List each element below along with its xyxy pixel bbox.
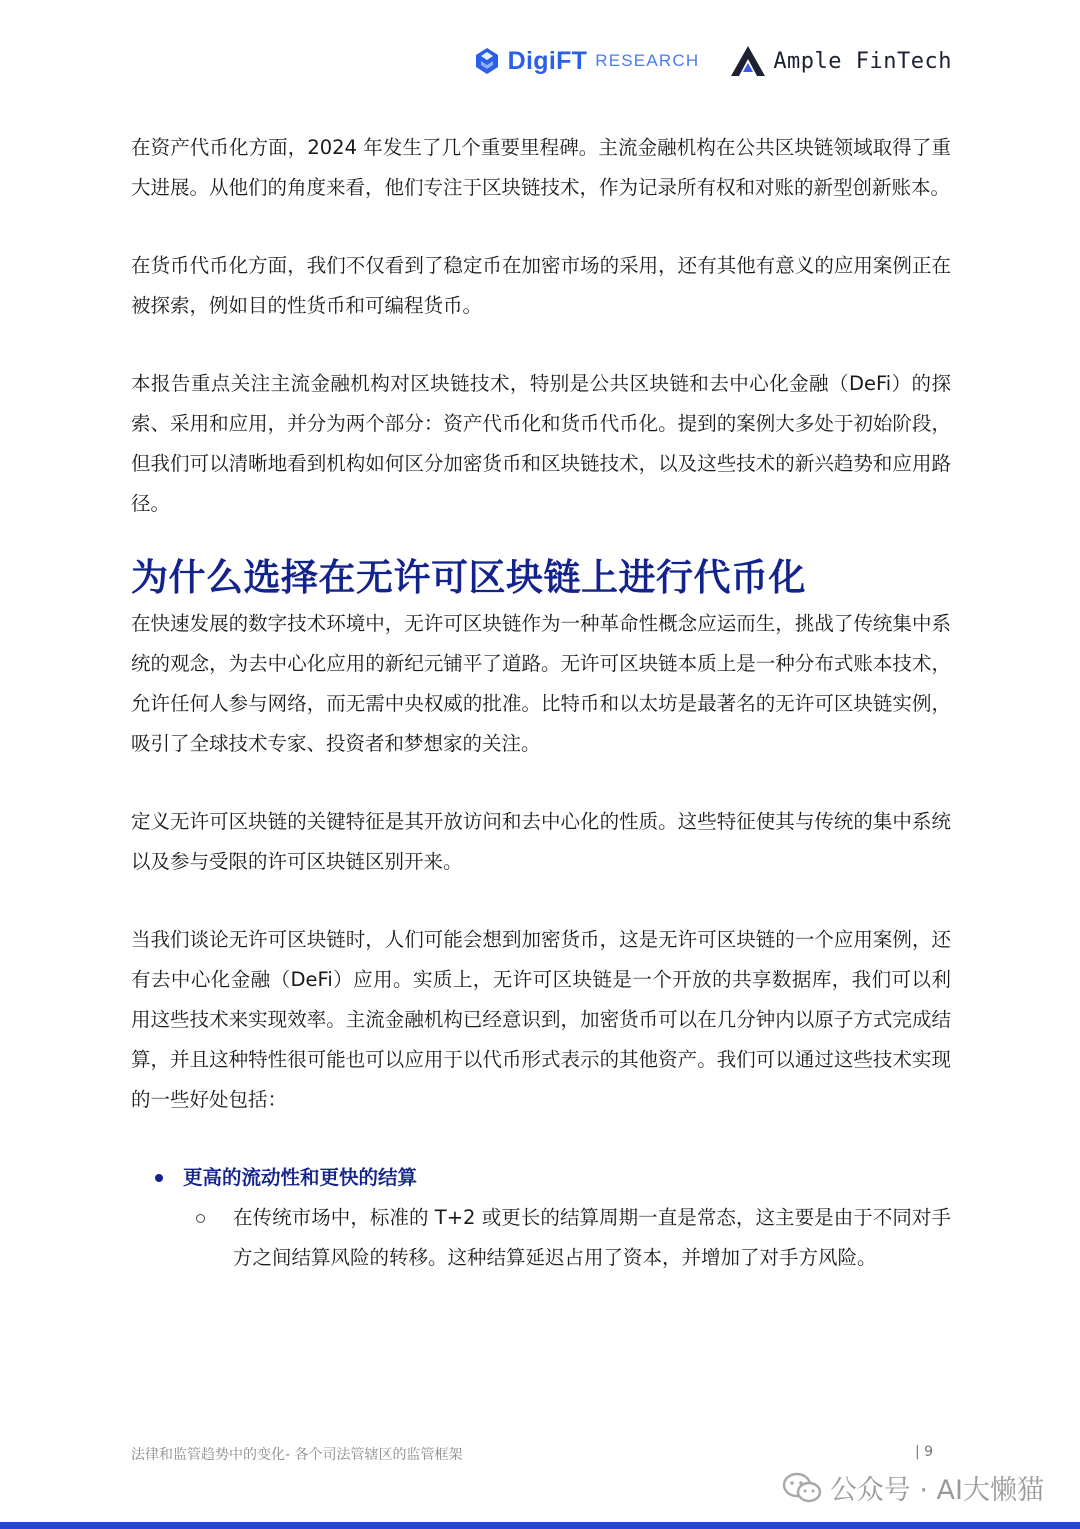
digift-logo-name: DigiFT <box>507 46 588 75</box>
paragraph-spacer <box>131 1120 951 1158</box>
footer-title: 法律和监管趋势中的变化- 各个司法管辖区的监管框架 <box>131 1447 463 1463</box>
bullet-dot-icon <box>155 1174 163 1182</box>
sub-bullet-text: 在传统市场中，标准的 T+2 或更长的结算周期一直是常态，这主要是由于不同对手方之间结算风险的转移。这种结算延迟占用了资本，并增加了对手方风险。 <box>233 1206 951 1269</box>
watermark-text: 公众号 · AI大懒猫 <box>829 1475 1044 1506</box>
ample-fintech-logo-name: Ample FinTech <box>773 48 952 74</box>
footer-accent-bar <box>0 1522 1080 1529</box>
digift-logo-icon <box>472 46 502 76</box>
paragraph-spacer <box>131 208 951 246</box>
benefits-list <box>131 1158 951 1278</box>
page-number: | 9 <box>915 1444 934 1460</box>
watermark <box>782 1468 1044 1507</box>
list-item <box>131 1198 951 1278</box>
page-header <box>472 38 952 84</box>
ample-fintech-logo-icon <box>729 44 767 78</box>
paragraph-permissionless-intro: 在快速发展的数字技术环境中，无许可区块链作为一种革命性概念应运而生，挑战了传统集中系统的观念，为去中心化应用的新纪元铺平了道路。无许可区块链本质上是一种分布式账本技术，允许任何人参与网络，而无需中央权威的批准。比特币和以太坊是最著名的无许可区块链实例，吸引了全球技术专家、投资者和梦想家的关注。 <box>131 612 951 755</box>
paragraph-key-features: 定义无许可区块链的关键特征是其开放访问和去中心化的性质。这些特征使其与传统的集中系统以及参与受限的许可区块链区别开来。 <box>131 810 951 873</box>
digift-logo-subtitle: RESEARCH <box>595 51 700 70</box>
section-heading: 为什么选择在无许可区块链上进行代币化 <box>131 556 806 599</box>
paragraph-report-focus: 本报告重点关注主流金融机构对区块链技术，特别是公共区块链和去中心化金融（DeFi）的探索、采用和应用，并分为两个部分：资产代币化和货币代币化。提到的案例大多处于初始阶段，但我们可以清晰地看到机构如何区分加密货币和区块链技术，以及这些技术的新兴趋势和应用路径。 <box>131 372 951 515</box>
paragraph-benefits-intro: 当我们谈论无许可区块链时，人们可能会想到加密货币，这是无许可区块链的一个应用案例，还有去中心化金融（DeFi）应用。实质上，无许可区块链是一个开放的共享数据库，我们可以利用这些技术来实现效率。主流金融机构已经意识到，加密货币可以在几分钟内以原子方式完成结算，并且这种特性很可能也可以应用于以代币形式表示的其他资产。我们可以通过这些技术实现的一些好处包括： <box>131 928 951 1111</box>
bullet-label: 更高的流动性和更快的结算 <box>183 1166 418 1189</box>
paragraph-spacer <box>131 764 951 802</box>
digift-logo <box>472 46 700 76</box>
paragraph-asset-tokenization: 在资产代币化方面，2024 年发生了几个重要里程碑。主流金融机构在公共区块链领域取得了重大进展。从他们的角度来看，他们专注于区块链技术，作为记录所有权和对账的新型创新账本。 <box>131 136 951 199</box>
circle-bullet-icon <box>196 1214 205 1223</box>
paragraph-currency-tokenization: 在货币代币化方面，我们不仅看到了稳定币在加密市场的采用，还有其他有意义的应用案例正在被探索，例如目的性货币和可编程货币。 <box>131 254 951 317</box>
paragraph-spacer <box>131 882 951 920</box>
paragraph-spacer <box>131 326 951 364</box>
ample-fintech-logo <box>729 44 952 78</box>
page-content <box>131 128 951 1278</box>
list-item <box>131 1158 951 1198</box>
wechat-icon <box>782 1471 822 1505</box>
